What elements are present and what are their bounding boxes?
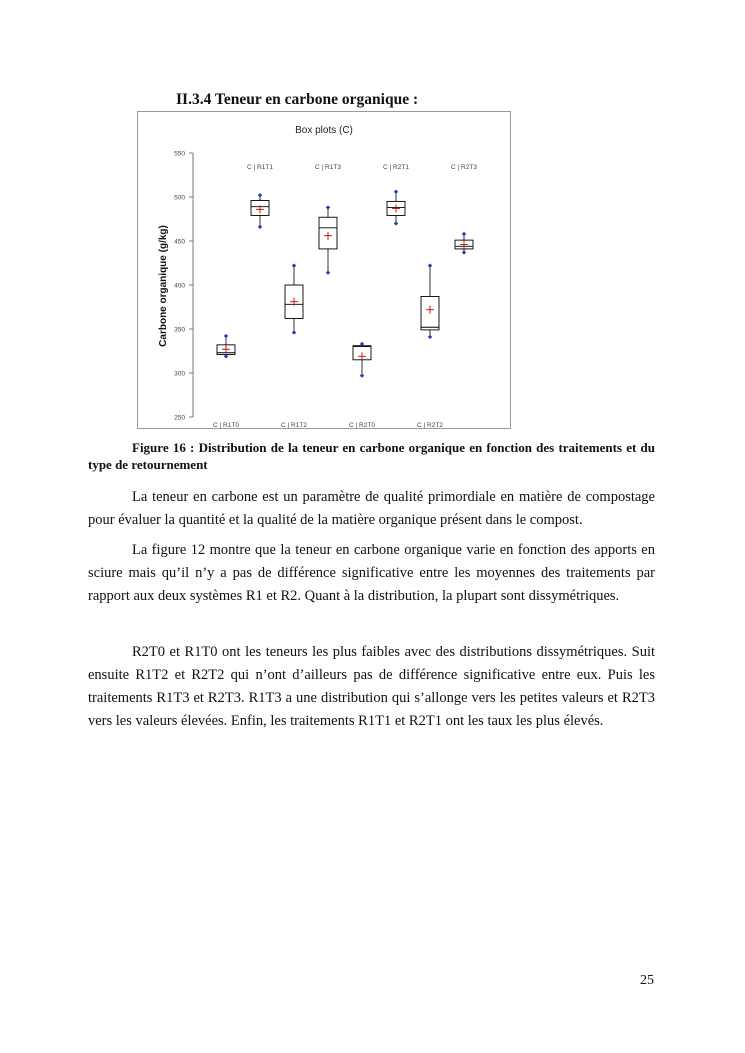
extreme-point xyxy=(428,263,432,267)
extreme-point xyxy=(224,334,228,338)
y-tick-label: 500 xyxy=(174,194,185,202)
y-tick-label: 450 xyxy=(174,238,185,246)
figure-caption-text: Figure 16 : Distribution de la teneur en carbone organique en fonction des traitements et du type de retournement xyxy=(88,440,655,472)
extreme-point xyxy=(258,225,262,229)
category-label: C | R1T0 xyxy=(213,422,239,428)
paragraph-2-text: La figure 12 montre que la teneur en carbone organique varie en fonction des apports en sciure mais qu’il n’y a pas de différence significative entre les moyennes des traitements par rapport aux deux systèmes R1 et R2. Quant à la distribution, la plupart sont dissymétriques. xyxy=(88,542,655,604)
extreme-point xyxy=(394,190,398,194)
paragraph-1-text: La teneur en carbone est un paramètre de qualité primordiale en matière de compostage pour évaluer la quantité et la qualité de la matière organique présent dans le compost. xyxy=(88,489,655,528)
paragraph-2 xyxy=(88,539,655,608)
y-tick-label: 250 xyxy=(174,414,185,422)
extreme-point xyxy=(292,330,296,334)
extreme-point xyxy=(360,373,364,377)
extreme-point xyxy=(258,193,262,197)
extreme-point xyxy=(394,221,398,225)
page-number: 25 xyxy=(640,973,654,988)
figure-caption xyxy=(88,439,655,473)
extreme-point xyxy=(462,232,466,236)
extreme-point xyxy=(326,205,330,209)
y-tick-label: 400 xyxy=(174,282,185,290)
category-label: C | R1T1 xyxy=(247,164,273,171)
box-plot-svg xyxy=(138,112,510,428)
category-label: C | R2T2 xyxy=(417,422,443,428)
extreme-point xyxy=(462,250,466,254)
extreme-point xyxy=(292,263,296,267)
box-plot-chart xyxy=(137,111,511,429)
paragraph-3 xyxy=(88,641,655,733)
extreme-point xyxy=(326,270,330,274)
category-label: C | R2T1 xyxy=(383,164,409,171)
y-axis-label: Carbone organique (g/kg) xyxy=(158,225,169,347)
section-heading: II.3.4 Teneur en carbone organique : xyxy=(176,91,419,108)
category-label: C | R2T0 xyxy=(349,422,375,428)
y-tick-label: 300 xyxy=(174,370,185,378)
category-label: C | R1T3 xyxy=(315,164,341,171)
paragraph-1 xyxy=(88,486,655,532)
category-label: C | R2T3 xyxy=(451,164,477,171)
category-label: C | R1T2 xyxy=(281,422,307,428)
y-tick-label: 550 xyxy=(174,150,185,158)
chart-title: Box plots (C) xyxy=(295,125,353,136)
paragraph-3-text: R2T0 et R1T0 ont les teneurs les plus faibles avec des distributions dissymétriques. Suit ensuite R1T2 et R2T2 qui n’ont d’ailleurs pas de différence significative entre eux. Puis les traitements R1T3 et R2T3. R1T3 a une distribution qui s’allonge vers les petites valeurs et R2T3 vers les valeurs élevées. Enfin, les traitements R1T1 et R2T1 ont les taux les plus élevés. xyxy=(88,644,655,729)
y-tick-label: 350 xyxy=(174,326,185,334)
extreme-point xyxy=(428,335,432,339)
